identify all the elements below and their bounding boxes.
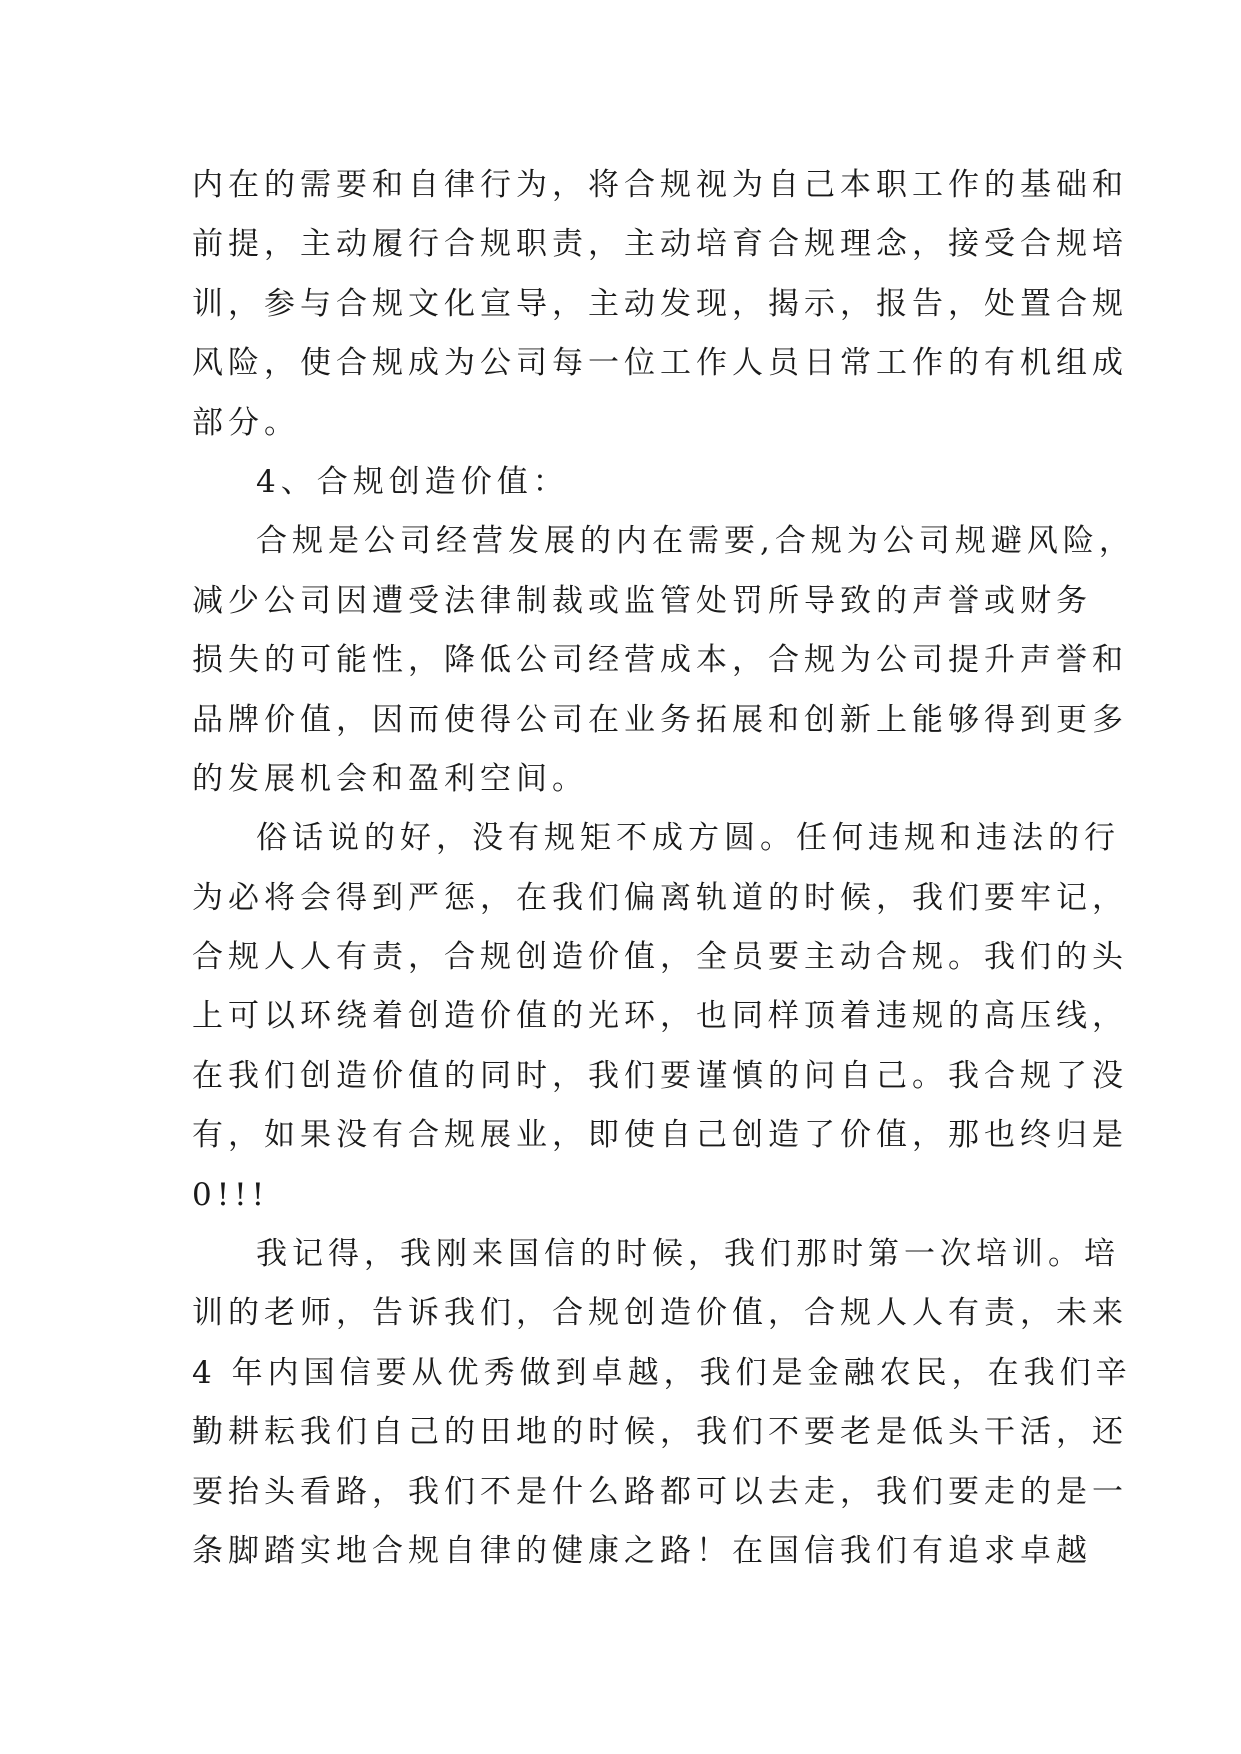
text-line: 有，如果没有合规展业，即使自己创造了价值，那也终归是: [192, 1117, 1128, 1154]
document-page: [192, 156, 1135, 1581]
text-line: 为必将会得到严惩，在我们偏离轨道的时候，我们要牢记，: [192, 879, 1128, 916]
text-line: 减少公司因遭受法律制裁或监管处罚所导致的声誉或财务: [192, 582, 1092, 619]
section-heading: 4、合规创造价值：: [256, 463, 569, 500]
text-line: 损失的可能性，降低公司经营成本，合规为公司提升声誉和: [192, 642, 1128, 679]
text-line: 合规人人有责，合规创造价值，全员要主动合规。我们的头: [192, 939, 1128, 976]
text-line: 4 年内国信要从优秀做到卓越，我们是金融农民，在我们辛: [192, 1354, 1132, 1391]
text-line: 训的老师，告诉我们，合规创造价值，合规人人有责，未来: [192, 1295, 1128, 1332]
text-line: 品牌价值，因而使得公司在业务拓展和创新上能够得到更多: [192, 701, 1128, 738]
text-line: 条脚踏实地合规自律的健康之路！在国信我们有追求卓越: [192, 1532, 1092, 1569]
text-line: 合规是公司经营发展的内在需要,合规为公司规避风险，: [256, 523, 1135, 560]
text-line: 俗话说的好，没有规矩不成方圆。任何违规和违法的行: [256, 820, 1120, 857]
text-line: 部分。: [192, 404, 300, 441]
text-line: 0!!!: [192, 1176, 270, 1213]
text-line: 内在的需要和自律行为，将合规视为自己本职工作的基础和: [192, 167, 1128, 203]
text-line: 勤耕耘我们自己的田地的时候，我们不要老是低头干活，还: [192, 1414, 1128, 1451]
text-line: 训，参与合规文化宣导，主动发现，揭示，报告，处置合规: [192, 285, 1128, 322]
text-line: 前提，主动履行合规职责，主动培育合规理念，接受合规培: [192, 226, 1128, 263]
text-line: 上可以环绕着创造价值的光环，也同样顶着违规的高压线，: [192, 998, 1128, 1035]
text-line: 风险，使合规成为公司每一位工作人员日常工作的有机组成: [192, 345, 1128, 382]
text-line: 在我们创造价值的同时，我们要谨慎的问自己。我合规了没: [192, 1057, 1128, 1094]
text-line: 要抬头看路，我们不是什么路都可以去走，我们要走的是一: [192, 1473, 1128, 1510]
text-line: 我记得，我刚来国信的时候，我们那时第一次培训。培: [256, 1236, 1120, 1273]
text-line: 的发展机会和盈利空间。: [192, 760, 588, 797]
